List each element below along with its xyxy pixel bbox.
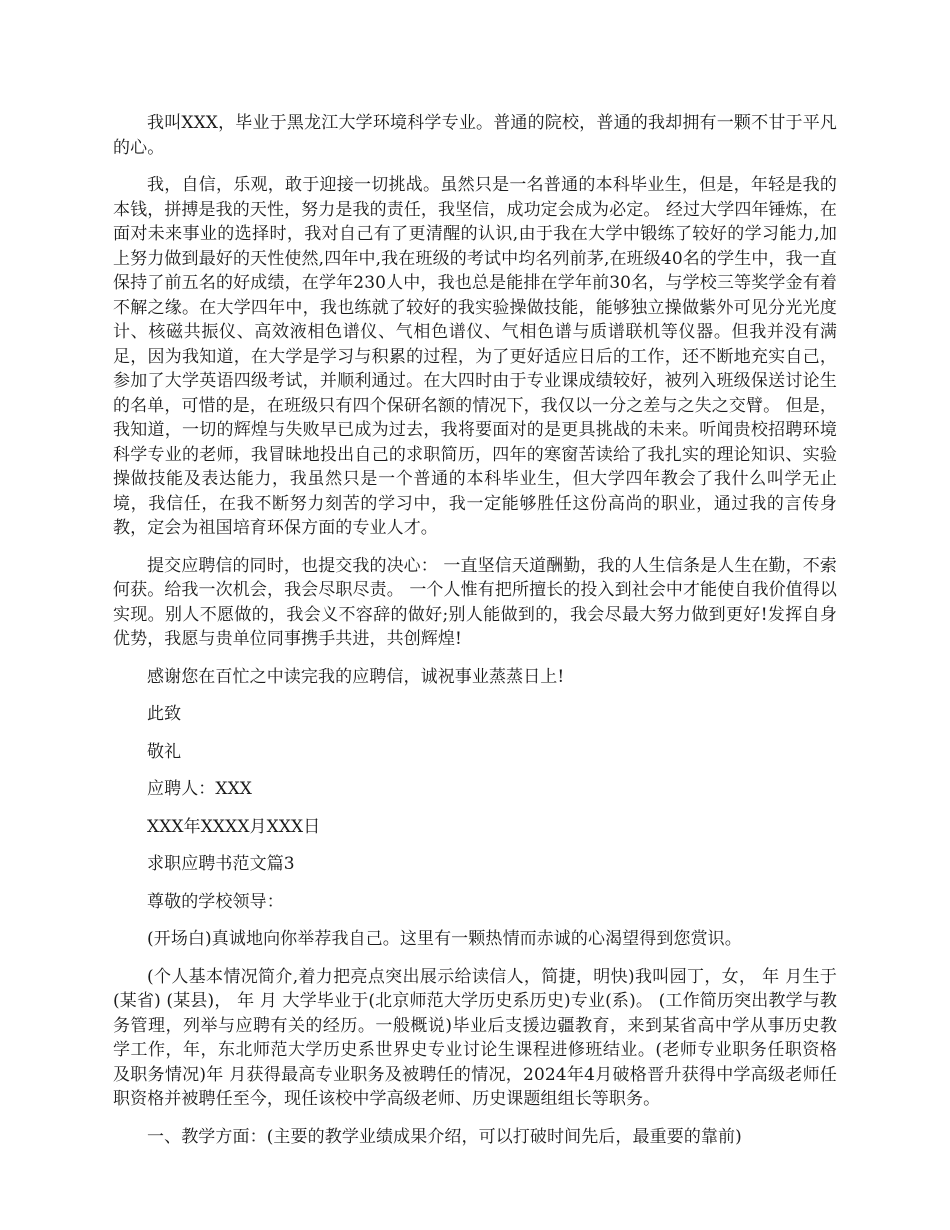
paragraph-thanks: 感谢您在百忙之中读完我的应聘信，诚祝事业蒸蒸日上!	[147, 666, 565, 687]
paragraph-determination: 提交应聘信的同时，也提交我的决心： 一直坚信天道酬勤，我的人生信条是人生在勤，不索何获。给我一次机会，我会尽职尽责。 一个人惟有把所擅长的投入到社会中才能使自我价值得以实现。别人不愿做的，我会义不容辞的做好;别人能做到的，我会尽最大努力做到更好!发挥自身优势，我愿与贵单位同事携手共进，共创辉煌!	[113, 555, 837, 649]
closing-regards: 敬礼	[147, 741, 182, 762]
paragraph-personal-info: (个人基本情况简介,着力把亮点突出展示给读信人，简捷，明快)我叫园丁，女， 年 月生于 (某省) (某县)， 年 月 大学毕业于(北京师范大学历史系历史)专业(系)。 (工作简历突出教学与教务管理，列举与应聘有关的经历。一般概说)毕业后支援边疆教育，来到某省高中学从事历史教学工作，年，东北师范大学历史系世界史专业讨论生课程进修班结业。(老师专业职务任职资格及职务情况)年 月获得最高专业职务及被聘任的情况，2024年4月破格晋升获得中学高级老师任职资格并被聘任至今，现任该校中学高级老师、历史课题组组长等职务。	[113, 966, 837, 1109]
greeting: 尊敬的学校领导：	[147, 891, 284, 912]
paragraph-intro: 我叫XXX，毕业于黑龙江大学环境科学专业。普通的院校，普通的我却拥有一颗不甘于平凡的心。	[113, 113, 837, 158]
paragraph-opening: (开场白)真诚地向你举荐我自己。这里有一颗热情而赤诚的心渴望得到您赏识。	[147, 929, 742, 949]
applicant-signature: 应聘人：XXX	[147, 779, 253, 799]
letter-body	[113, 111, 837, 1162]
closing-salutation: 此致	[147, 704, 182, 724]
section-heading: 求职应聘书范文篇3	[147, 854, 295, 874]
paragraph-self-description: 我，自信，乐观，敢于迎接一切挑战。虽然只是一名普通的本科毕业生，但是，年轻是我的本钱，拼搏是我的天性，努力是我的责任，我坚信，成功定会成为必定。 经过大学四年锤炼，在面对未来事业的选择时，我对自己有了更清醒的认识,由于我在大学中锻练了较好的学习能力,加上努力做到最好的天性使然,四年中,我在班级的考试中均名列前茅,在班级40名的学生中，我一直保持了前五名的好成绩，在学年230人中，我也总是能排在学年前30名，与学校三等奖学金有着不解之缘。在大学四年中，我也练就了较好的我实验操做技能，能够独立操做紫外可见分光光度计、核磁共振仪、高效液相色谱仪、气相色谱仪、气相色谱与质谱联机等仪器。但我并没有满足，因为我知道，在大学是学习与积累的过程，为了更好适应日后的工作，还不断地充实自己，参加了大学英语四级考试，并顺利通过。在大四时由于专业课成绩较好，被列入班级保送讨论生的名单，可惜的是，在班级只有四个保研名额的情况下，我仅以一分之差与之失之交臂。 但是，我知道，一切的辉煌与失败早已成为过去，我将要面对的是更具挑战的未来。听闻贵校招聘环境科学专业的老师，我冒昧地投出自己的求职简历，四年的寒窗苦读给了我扎实的理论知识、实验操做技能及表达能力，我虽然只是一个普通的本科毕业生，但大学四年教会了我什么叫学无止境，我信任，在我不断努力刻苦的学习中，我一定能够胜任这份高尚的职业，通过我的言传身教，定会为祖国培育环保方面的专业人才。	[113, 175, 837, 538]
letter-date: XXX年XXXX月XXX日	[147, 816, 321, 837]
paragraph-teaching: 一、教学方面：(主要的教学业绩成果介绍，可以打破时间先后，最重要的靠前)	[147, 1126, 742, 1147]
